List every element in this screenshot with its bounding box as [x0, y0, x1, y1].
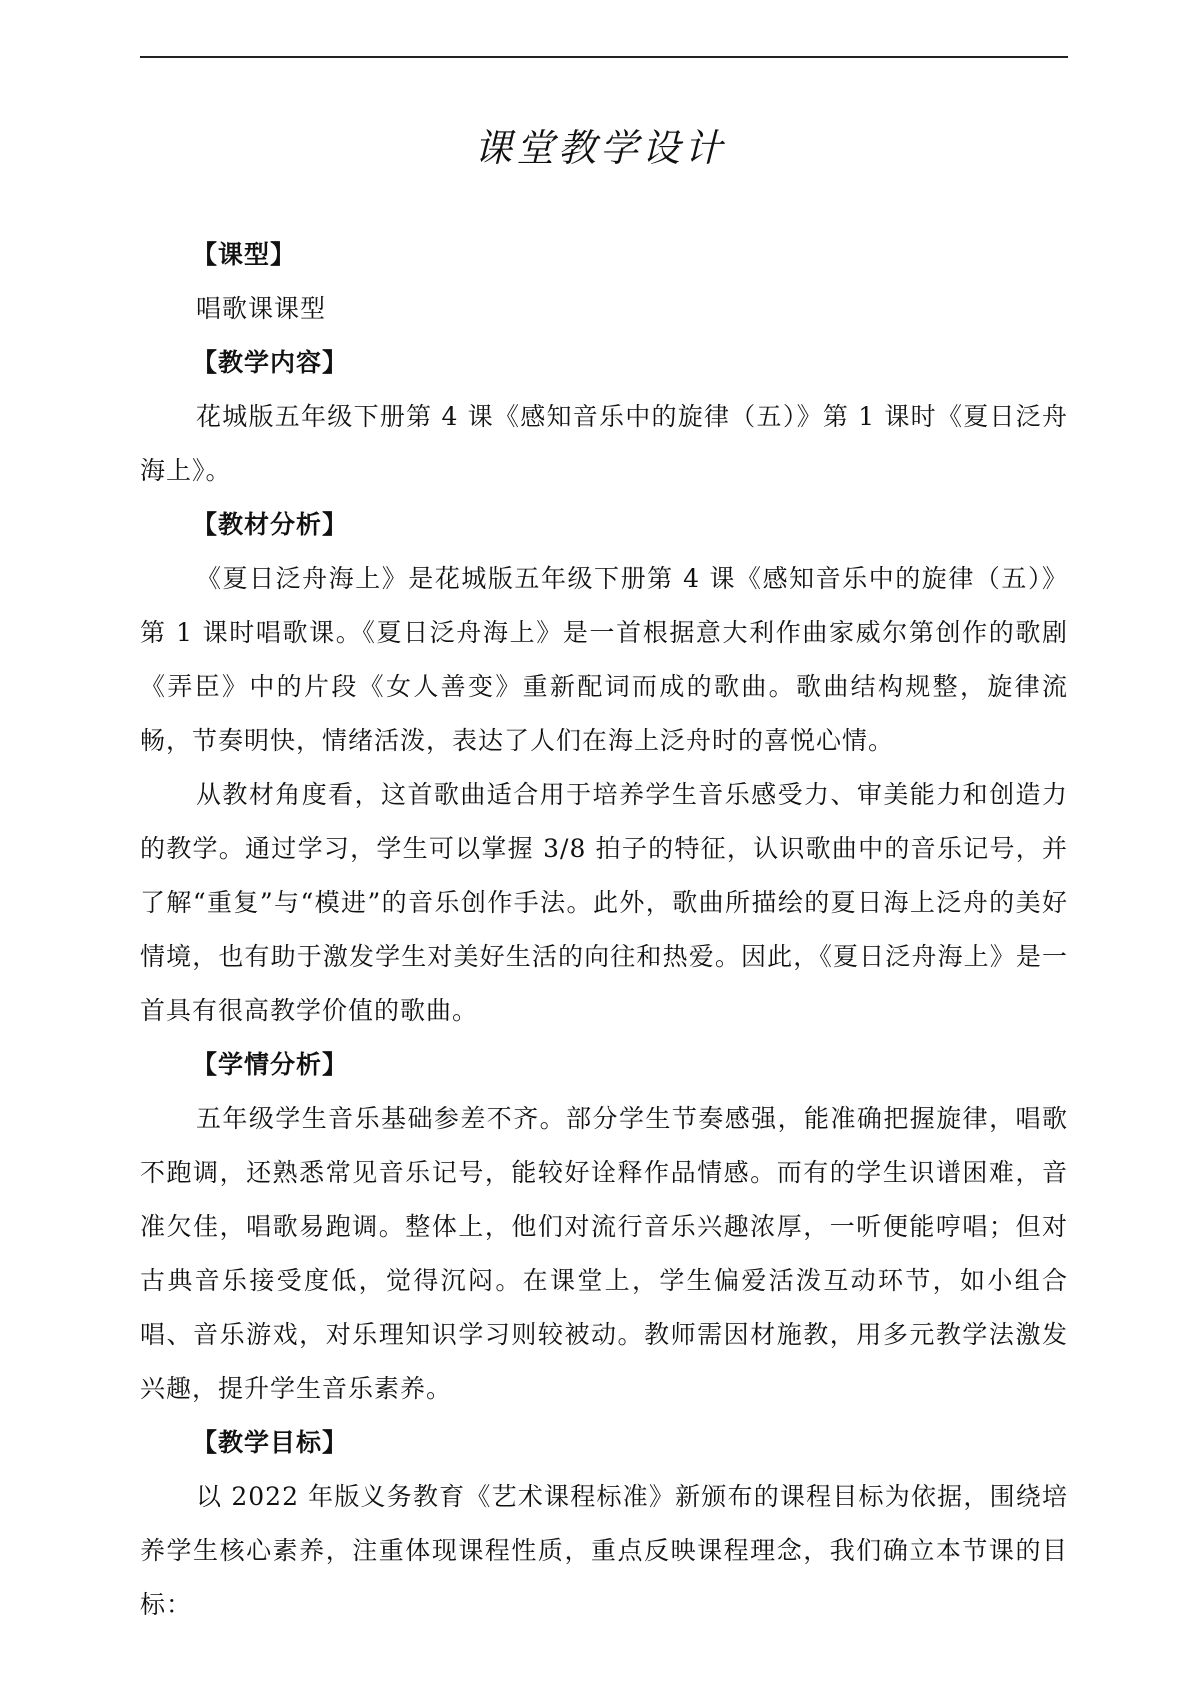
- section-paragraph: 《夏日泛舟海上》是花城版五年级下册第 4 课《感知音乐中的旋律（五）》第 1 课时唱歌课。《夏日泛舟海上》是一首根据意大利作曲家威尔第创作的歌剧《弄臣》中的片段《女人善变》重新配词而成的歌曲。歌曲结构规整，旋律流畅，节奏明快，情绪活泼，表达了人们在海上泛舟时的喜悦心情。: [140, 564, 1068, 755]
- section-heading-teaching-goals: 【教学目标】: [192, 1428, 349, 1457]
- section-paragraph: 唱歌课课型: [196, 294, 327, 323]
- document-body: [140, 228, 1068, 1632]
- section-paragraph: 以 2022 年版义务教育《艺术课程标准》新颁布的课程目标为依据，围绕培养学生核心素养，注重体现课程性质，重点反映课程理念，我们确立本节课的目标：: [140, 1482, 1068, 1619]
- document-title: 课堂教学设计: [473, 126, 726, 170]
- section-heading-lesson-type: 【课型】: [192, 240, 297, 269]
- section-heading-student-analysis: 【学情分析】: [192, 1050, 349, 1079]
- section-heading-material-analysis: 【教材分析】: [192, 510, 349, 539]
- section-paragraph: 从教材角度看，这首歌曲适合用于培养学生音乐感受力、审美能力和创造力的教学。通过学习，学生可以掌握 3/8 拍子的特征，认识歌曲中的音乐记号，并了解“重复”与“模进”的音乐创作手法。此外，歌曲所描绘的夏日海上泛舟的美好情境，也有助于激发学生对美好生活的向往和热爱。因此，《夏日泛舟海上》是一首具有很高教学价值的歌曲。: [140, 780, 1068, 1025]
- section-heading-teaching-content: 【教学内容】: [192, 348, 349, 377]
- section-paragraph: 花城版五年级下册第 4 课《感知音乐中的旋律（五）》第 1 课时《夏日泛舟海上》。: [140, 402, 1068, 485]
- section-paragraph: 五年级学生音乐基础参差不齐。部分学生节奏感强，能准确把握旋律，唱歌不跑调，还熟悉常见音乐记号，能较好诠释作品情感。而有的学生识谱困难，音准欠佳，唱歌易跑调。整体上，他们对流行音乐兴趣浓厚，一听便能哼唱；但对古典音乐接受度低，觉得沉闷。在课堂上，学生偏爱活泼互动环节，如小组合唱、音乐游戏，对乐理知识学习则较被动。教师需因材施教，用多元教学法激发兴趣，提升学生音乐素养。: [140, 1104, 1068, 1403]
- header-rule: [140, 56, 1068, 58]
